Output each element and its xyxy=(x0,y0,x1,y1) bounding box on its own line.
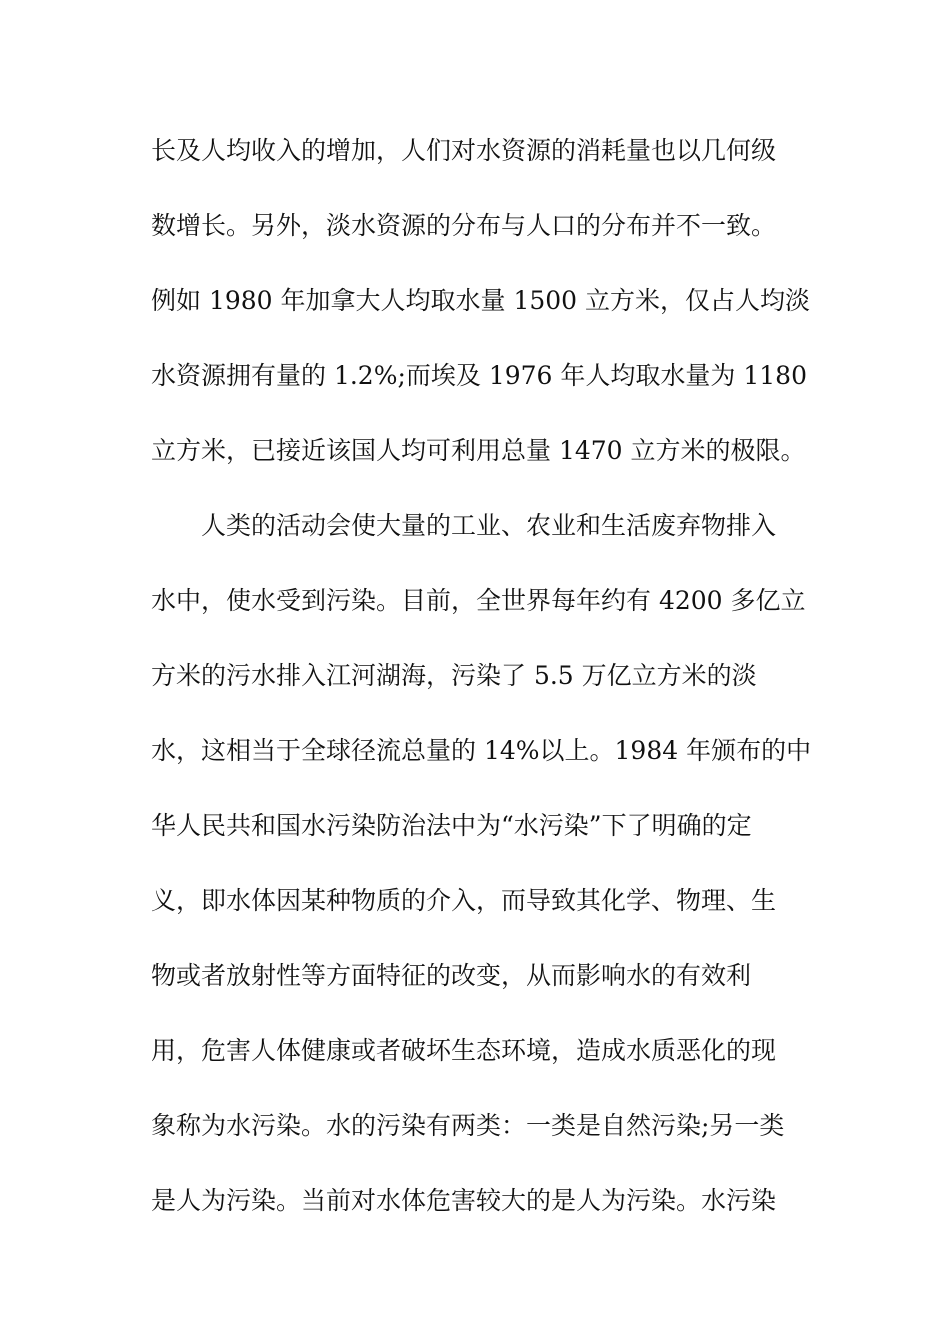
text-line-12: 物或者放射性等方面特征的改变，从而影响水的有效利 xyxy=(151,961,752,990)
text-line-13: 用，危害人体健康或者破坏生态环境，造成水质恶化的现 xyxy=(151,1036,777,1065)
text-line-4: 水资源拥有量的 1.2%;而埃及 1976 年人均取水量为 1180 xyxy=(151,361,807,390)
text-line-14: 象称为水污染。水的污染有两类：一类是自然污染;另一类 xyxy=(151,1111,785,1140)
text-line-2: 数增长。另外，淡水资源的分布与人口的分布并不一致。 xyxy=(151,211,777,240)
text-line-3: 例如 1980 年加拿大人均取水量 1500 立方米，仅占人均淡 xyxy=(151,286,811,315)
text-line-9: 水，这相当于全球径流总量的 14%以上。1984 年颁布的中 xyxy=(151,736,812,765)
text-line-1: 长及人均收入的增加，人们对水资源的消耗量也以几何级 xyxy=(151,136,777,165)
text-line-10: 华人民共和国水污染防治法中为“水污染”下了明确的定 xyxy=(151,811,752,840)
text-line-6-paragraph-start: 人类的活动会使大量的工业、农业和生活废弃物排入 xyxy=(201,511,777,540)
text-line-11: 义，即水体因某种物质的介入，而导致其化学、物理、生 xyxy=(151,886,777,915)
text-line-7: 水中，使水受到污染。目前，全世界每年约有 4200 多亿立 xyxy=(151,586,806,615)
text-line-15: 是人为污染。当前对水体危害较大的是人为污染。水污染 xyxy=(151,1186,777,1215)
text-line-5: 立方米，已接近该国人均可利用总量 1470 立方米的极限。 xyxy=(151,436,806,465)
text-line-8: 方米的污水排入江河湖海，污染了 5.5 万亿立方米的淡 xyxy=(151,661,757,690)
